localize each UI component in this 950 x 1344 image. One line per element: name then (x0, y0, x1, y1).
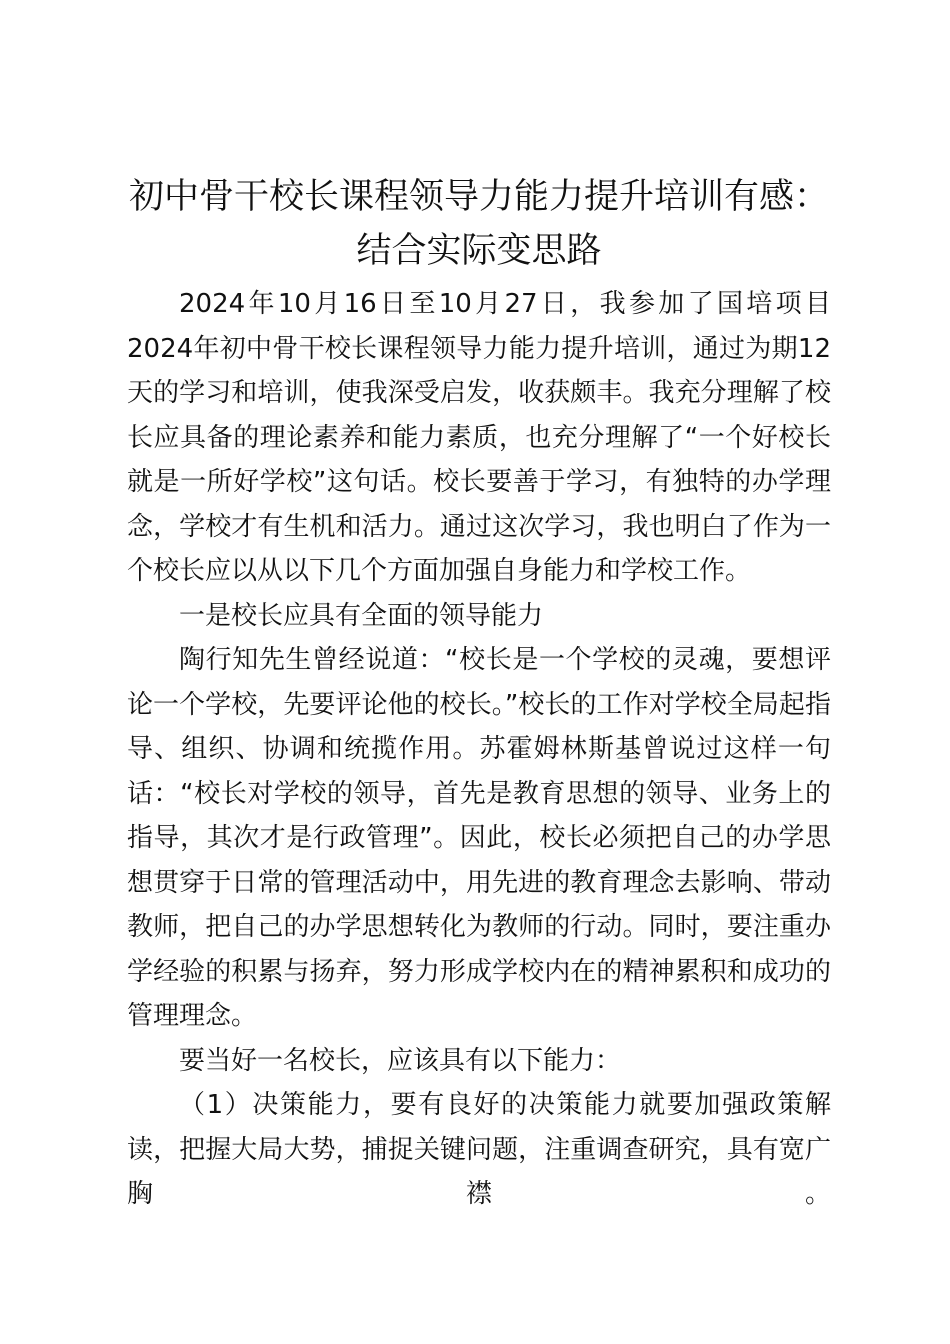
paragraph-ability-1: （1）决策能力，要有良好的决策能力就要加强政策解读，把握大局大势，捕捉关键问题，注重调查研究，具有宽广胸襟。 (127, 1090, 831, 1209)
paragraph-abilities-intro: 要当好一名校长，应该具有以下能力： (179, 1045, 622, 1076)
title-line-1: 初中骨干校长课程领导力能力提升培训有感： (128, 177, 829, 217)
section-heading-1: 一是校长应具有全面的领导能力 (179, 600, 544, 631)
paragraph-intro: 2024年10月16日至10月27日，我参加了国培项目2024年初中骨干校长课程领导力能力提升培训，通过为期12天的学习和培训，使我深受启发，收获颇丰。我充分理解了校长应具备的理论素养和能力素质，也充分理解了“一个好校长就是一所好学校”这句话。校长要善于学习，有独特的办学理念，学校才有生机和活力。通过这次学习，我也明白了作为一个校长应以从以下几个方面加强自身能力和学校工作。 (127, 289, 831, 586)
document-body (127, 282, 831, 1217)
document-title (127, 170, 831, 278)
paragraph-quote: 陶行知先生曾经说道：“校长是一个学校的灵魂，要想评论一个学校，先要评论他的校长。”校长的工作对学校全局起指导、组织、协调和统揽作用。苏霍姆林斯基曾说过这样一句话：“校长对学校的领导，首先是教育思想的领导、业务上的指导，其次才是行政管理”。因此，校长必须把自己的办学思想贯穿于日常的管理活动中，用先进的教育理念去影响、带动教师，把自己的办学思想转化为教师的行动。同时，要注重办学经验的积累与扬弃，努力形成学校内在的精神累积和成功的管理理念。 (127, 645, 831, 1031)
document-page (127, 170, 831, 1217)
title-line-2: 结合实际变思路 (356, 231, 602, 271)
